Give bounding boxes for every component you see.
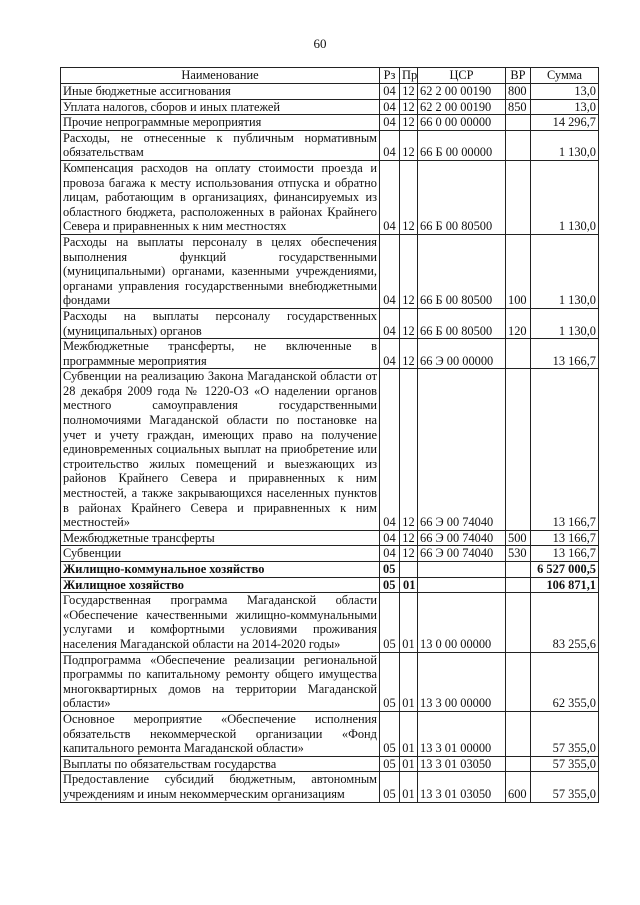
row-pr: 01	[400, 652, 418, 711]
row-csr: 13 0 00 00000	[418, 593, 506, 652]
row-sum: 1 130,0	[531, 308, 599, 338]
header-sum: Сумма	[531, 68, 599, 84]
row-csr: 66 Э 00 74040	[418, 546, 506, 562]
row-rz: 04	[380, 369, 400, 531]
row-csr: 62 2 00 00190	[418, 84, 506, 100]
table-row	[61, 562, 599, 578]
table-row	[61, 593, 599, 652]
row-pr: 01	[400, 577, 418, 593]
row-csr: 13 3 01 03050	[418, 756, 506, 772]
row-name: Жилищно-коммунальное хозяйство	[61, 562, 380, 578]
table-row	[61, 652, 599, 711]
page-number: 60	[313, 36, 327, 51]
row-csr	[418, 577, 506, 593]
row-pr: 12	[400, 234, 418, 308]
table-row	[61, 339, 599, 369]
row-name: Расходы на выплаты персоналу в целях обеспечения выполнения функций государственными (муниципальными) органами, казенными учреждениями, органами управления государственными внебюджетными фондами	[61, 234, 380, 308]
row-rz: 05	[380, 711, 400, 756]
row-vr: 530	[506, 546, 531, 562]
row-vr: 850	[506, 99, 531, 115]
table-row	[61, 546, 599, 562]
table-row	[61, 530, 599, 546]
table-row	[61, 711, 599, 756]
row-vr	[506, 756, 531, 772]
row-pr: 12	[400, 99, 418, 115]
row-vr: 600	[506, 772, 531, 802]
table-row	[61, 756, 599, 772]
header-pr: Пр	[400, 68, 418, 84]
row-sum: 1 130,0	[531, 234, 599, 308]
row-pr: 12	[400, 546, 418, 562]
row-vr: 500	[506, 530, 531, 546]
table-row	[61, 772, 599, 802]
row-rz: 04	[380, 546, 400, 562]
row-name: Прочие непрограммные мероприятия	[61, 115, 380, 131]
row-rz: 04	[380, 115, 400, 131]
row-csr: 66 Б 00 80500	[418, 308, 506, 338]
row-name: Жилищное хозяйство	[61, 577, 380, 593]
table-row	[61, 160, 599, 234]
row-pr: 01	[400, 772, 418, 802]
row-csr: 66 Б 00 80500	[418, 234, 506, 308]
row-rz: 04	[380, 99, 400, 115]
row-pr: 12	[400, 115, 418, 131]
row-vr: 120	[506, 308, 531, 338]
row-vr	[506, 577, 531, 593]
row-name: Предоставление субсидий бюджетным, автономным учреждениям и иным некоммерческим организациям	[61, 772, 380, 802]
row-sum: 13 166,7	[531, 339, 599, 369]
row-rz: 04	[380, 234, 400, 308]
table-row	[61, 577, 599, 593]
row-rz: 05	[380, 772, 400, 802]
row-name: Выплаты по обязательствам государства	[61, 756, 380, 772]
row-sum: 13 166,7	[531, 530, 599, 546]
header-csr: ЦСР	[418, 68, 506, 84]
table-row	[61, 115, 599, 131]
row-vr	[506, 369, 531, 531]
row-rz: 04	[380, 339, 400, 369]
row-name: Межбюджетные трансферты, не включенные в программные мероприятия	[61, 339, 380, 369]
row-vr: 100	[506, 234, 531, 308]
row-rz: 05	[380, 562, 400, 578]
row-vr	[506, 711, 531, 756]
table-row	[61, 99, 599, 115]
row-vr	[506, 339, 531, 369]
row-pr: 12	[400, 160, 418, 234]
row-pr: 01	[400, 756, 418, 772]
row-csr: 66 Э 00 74040	[418, 369, 506, 531]
row-name: Субвенции на реализацию Закона Магаданской области от 28 декабря 2009 года № 1220-ОЗ «О наделении органов местного самоуправления государственными полномочиями Магаданской области по постановке на учет и учету граждан, имеющих право на получение единовременных социальных выплат на приобретение или строительство жилых помещений и выезжающих из районов Крайнего Севера и приравненных к ним местностей, а также закрывающихся населенных пунктов в районах Крайнего Севера и приравненных к ним местностей»	[61, 369, 380, 531]
row-name: Расходы, не отнесенные к публичным нормативным обязательствам	[61, 130, 380, 160]
header-vr: ВР	[506, 68, 531, 84]
row-pr: 12	[400, 369, 418, 531]
row-name: Основное мероприятие «Обеспечение исполнения обязательств некоммерческой организации «Фонд капитального ремонта Магаданской области»	[61, 711, 380, 756]
row-rz: 05	[380, 577, 400, 593]
header-name: Наименование	[61, 68, 380, 84]
row-rz: 04	[380, 308, 400, 338]
row-pr: 12	[400, 308, 418, 338]
row-csr: 66 Э 00 74040	[418, 530, 506, 546]
row-name: Межбюджетные трансферты	[61, 530, 380, 546]
row-name: Компенсация расходов на оплату стоимости проезда и провоза багажа к месту использования отпуска и обратно лицам, работающим в организациях, финансируемых из областного бюджета, расположенных в районах Крайнего Севера и приравненных к ним местностях	[61, 160, 380, 234]
row-pr: 12	[400, 339, 418, 369]
row-sum: 106 871,1	[531, 577, 599, 593]
row-pr: 12	[400, 130, 418, 160]
row-csr: 13 3 01 03050	[418, 772, 506, 802]
row-csr: 62 2 00 00190	[418, 99, 506, 115]
table-row	[61, 369, 599, 531]
row-pr: 12	[400, 84, 418, 100]
row-vr	[506, 160, 531, 234]
row-rz: 05	[380, 756, 400, 772]
row-sum: 57 355,0	[531, 711, 599, 756]
table-header-row	[61, 68, 599, 84]
row-sum: 13,0	[531, 84, 599, 100]
row-pr: 01	[400, 593, 418, 652]
row-sum: 13 166,7	[531, 546, 599, 562]
row-name: Подпрограмма «Обеспечение реализации региональной программы по капитальному ремонту общего имущества многоквартирных домов на территории Магаданской области»	[61, 652, 380, 711]
budget-table	[60, 67, 599, 803]
row-rz: 04	[380, 160, 400, 234]
row-name: Субвенции	[61, 546, 380, 562]
row-csr: 66 Б 00 00000	[418, 130, 506, 160]
row-rz: 04	[380, 84, 400, 100]
row-sum: 14 296,7	[531, 115, 599, 131]
row-sum: 62 355,0	[531, 652, 599, 711]
row-pr: 12	[400, 530, 418, 546]
row-csr: 66 0 00 00000	[418, 115, 506, 131]
row-vr	[506, 130, 531, 160]
row-rz: 04	[380, 530, 400, 546]
row-csr: 66 Б 00 80500	[418, 160, 506, 234]
row-vr: 800	[506, 84, 531, 100]
row-vr	[506, 562, 531, 578]
table-row	[61, 234, 599, 308]
row-sum: 83 255,6	[531, 593, 599, 652]
row-pr	[400, 562, 418, 578]
row-rz: 04	[380, 130, 400, 160]
row-sum: 13,0	[531, 99, 599, 115]
row-rz: 05	[380, 593, 400, 652]
row-csr	[418, 562, 506, 578]
row-name: Иные бюджетные ассигнования	[61, 84, 380, 100]
row-name: Расходы на выплаты персоналу государственных (муниципальных) органов	[61, 308, 380, 338]
row-sum: 6 527 000,5	[531, 562, 599, 578]
row-vr	[506, 115, 531, 131]
row-csr: 66 Э 00 00000	[418, 339, 506, 369]
row-sum: 13 166,7	[531, 369, 599, 531]
table-row	[61, 130, 599, 160]
row-csr: 13 3 00 00000	[418, 652, 506, 711]
row-csr: 13 3 01 00000	[418, 711, 506, 756]
row-sum: 57 355,0	[531, 772, 599, 802]
row-name: Государственная программа Магаданской области «Обеспечение качественными жилищно-коммунальными услугами и комфортными условиями проживания населения Магаданской области на 2014-2020 годы»	[61, 593, 380, 652]
row-sum: 57 355,0	[531, 756, 599, 772]
row-vr	[506, 652, 531, 711]
row-name: Уплата налогов, сборов и иных платежей	[61, 99, 380, 115]
row-rz: 05	[380, 652, 400, 711]
row-sum: 1 130,0	[531, 130, 599, 160]
table-row	[61, 84, 599, 100]
row-sum: 1 130,0	[531, 160, 599, 234]
header-rz: Рз	[380, 68, 400, 84]
table-row	[61, 308, 599, 338]
row-vr	[506, 593, 531, 652]
row-pr: 01	[400, 711, 418, 756]
